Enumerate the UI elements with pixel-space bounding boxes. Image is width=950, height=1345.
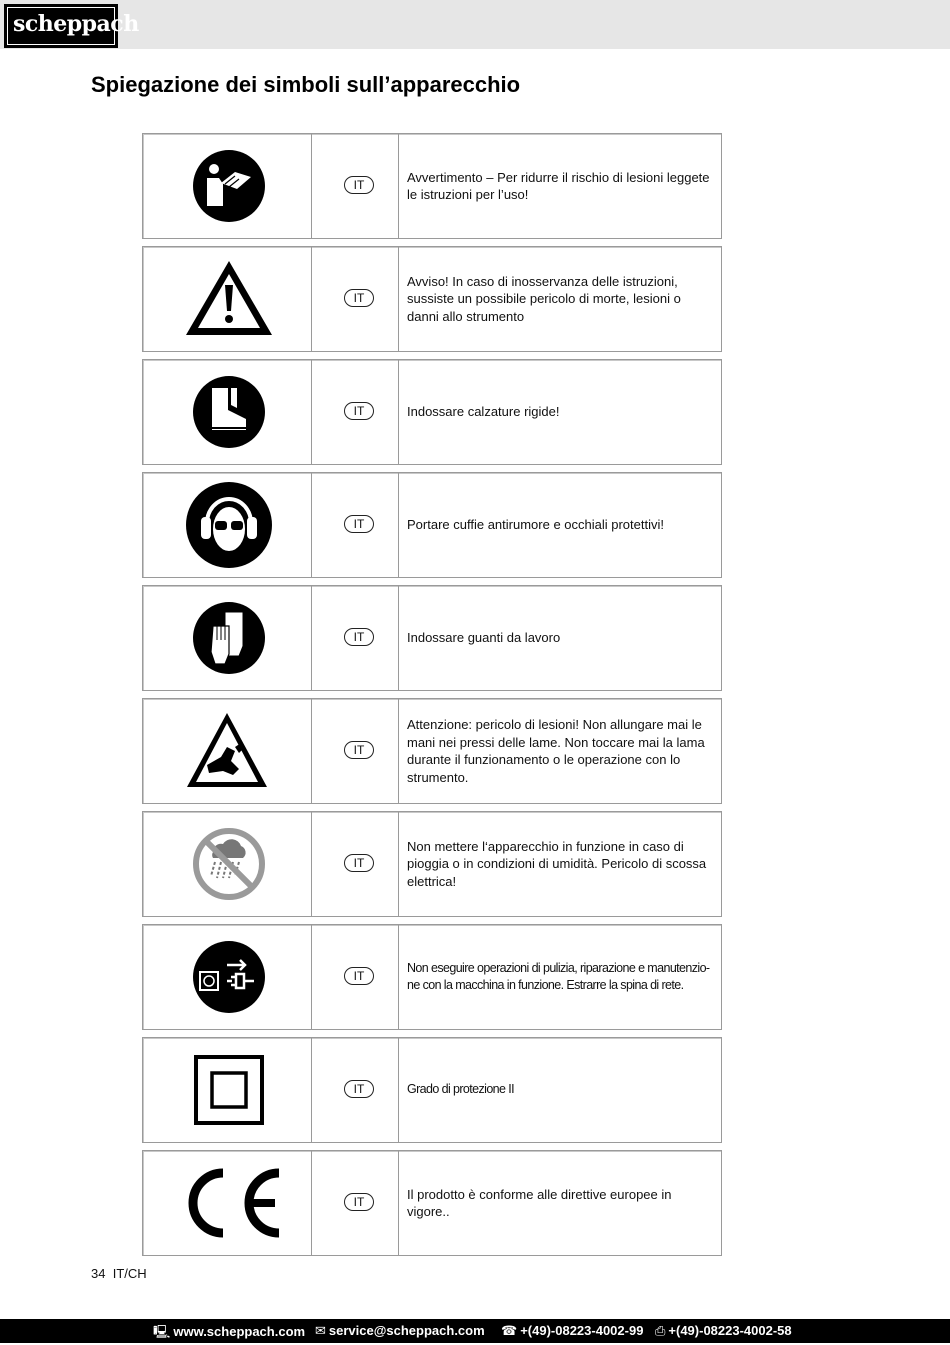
symbol-cell [143, 925, 312, 1029]
symbol-description: Avviso! In caso di inosservanza delle istruzioni, sussiste un possibile pericolo di morte, lesioni o danni allo strumento [407, 273, 681, 324]
description-cell [399, 473, 721, 577]
symbol-description: Portare cuffie antirumore e occhiali protettivi! [407, 517, 664, 533]
page-region: IT/CH [112, 1266, 147, 1281]
description-cell [399, 586, 721, 690]
symbol-row [142, 133, 722, 239]
footer-phone-text: +(49)-08223-4002-99 [520, 1323, 644, 1338]
description-cell [399, 925, 721, 1029]
protection-class-ii-icon [143, 1038, 311, 1142]
language-badge: IT [344, 967, 374, 985]
description-cell [399, 812, 721, 916]
page-title: Spiegazione dei simboli sull’apparecchio [91, 72, 521, 97]
language-cell [312, 473, 399, 577]
footer-website[interactable] [153, 1323, 305, 1345]
symbol-cell [143, 812, 312, 916]
symbol-row [142, 359, 722, 465]
language-cell [312, 925, 399, 1029]
symbol-row [142, 1150, 722, 1256]
symbol-cell [143, 1038, 312, 1142]
language-cell [312, 699, 399, 803]
footer-phone[interactable] [501, 1323, 643, 1339]
safety-boots-icon [143, 360, 311, 464]
symbol-row [142, 811, 722, 917]
mail-icon: ✉ [315, 1323, 326, 1338]
description-cell [399, 360, 721, 464]
description-cell [399, 247, 721, 351]
symbol-description: Il prodotto è conforme alle direttive europee in vigore.. [407, 1186, 672, 1219]
work-gloves-icon [143, 586, 311, 690]
symbol-description: Grado di protezione II [407, 1082, 515, 1097]
phone-icon: ☎ [501, 1323, 518, 1338]
language-cell [312, 812, 399, 916]
language-badge: IT [344, 402, 374, 420]
symbol-cell [143, 473, 312, 577]
language-badge: IT [344, 289, 374, 307]
brand-logo [4, 4, 139, 48]
description-cell [399, 1151, 721, 1255]
language-badge: IT [344, 176, 374, 194]
language-badge: IT [344, 741, 374, 759]
symbol-description: Indossare calzature rigide! [407, 404, 560, 420]
language-cell [312, 360, 399, 464]
fax-icon: ⎙ [655, 1323, 666, 1338]
warning-triangle-icon [143, 247, 311, 351]
ce-mark-icon [143, 1151, 311, 1255]
symbol-description: Attenzione: pericolo di lesioni! Non allungare mai le mani nei pressi delle lame. Non toccare mai la lama durante il funzionamento o le operazione con lo strumento. [407, 717, 705, 785]
language-cell [312, 586, 399, 690]
footer-bar [0, 1319, 950, 1343]
language-cell [312, 1151, 399, 1255]
footer-email-text: service@scheppach.com [328, 1323, 485, 1338]
symbol-description: Non eseguire operazioni di pulizia, riparazione e manutenzio-ne con la macchina in funzione. Estrarre la spina di rete. [407, 960, 710, 992]
language-badge: IT [344, 854, 374, 872]
symbol-cell [143, 134, 312, 238]
symbol-description: Non mettere l‘apparecchio in funzione in caso di pioggia o in condizioni di umidità. Pericolo di scossa elettrica! [407, 838, 707, 889]
footer-email[interactable] [315, 1323, 485, 1339]
language-badge: IT [344, 1193, 374, 1211]
language-badge: IT [344, 628, 374, 646]
symbol-row [142, 585, 722, 691]
header-bar [0, 0, 950, 49]
no-rain-icon [143, 812, 311, 916]
symbol-row [142, 1037, 722, 1143]
brand-wordmark: scheppach [13, 11, 139, 37]
language-cell [312, 247, 399, 351]
symbol-row [142, 924, 722, 1030]
footer-fax[interactable] [655, 1323, 792, 1339]
page-number-value: 34 [91, 1266, 106, 1281]
symbol-row [142, 698, 722, 804]
symbol-description: Indossare guanti da lavoro [407, 630, 561, 646]
description-cell [399, 1038, 721, 1142]
language-cell [312, 134, 399, 238]
page-number [91, 1266, 147, 1281]
symbol-cell [143, 1151, 312, 1255]
description-cell [399, 699, 721, 803]
language-badge: IT [344, 1080, 374, 1098]
description-cell [399, 134, 721, 238]
symbol-cell [143, 247, 312, 351]
read-manual-icon [143, 134, 311, 238]
language-badge: IT [344, 515, 374, 533]
footer-fax-text: +(49)-08223-4002-58 [668, 1323, 792, 1338]
symbol-cell [143, 360, 312, 464]
symbol-cell [143, 699, 312, 803]
hand-blade-hazard-icon [143, 699, 311, 803]
unplug-icon [143, 925, 311, 1029]
symbol-cell [143, 586, 312, 690]
symbol-description: Avvertimento – Per ridurre il rischio di lesioni leggete le istruzioni per l’uso! [407, 169, 710, 202]
language-cell [312, 1038, 399, 1142]
symbol-row [142, 472, 722, 578]
ear-eye-protection-icon [143, 473, 311, 577]
computer-icon: 🖳 [153, 1324, 171, 1339]
symbol-row [142, 246, 722, 352]
footer-website-text: www.scheppach.com [173, 1324, 306, 1339]
